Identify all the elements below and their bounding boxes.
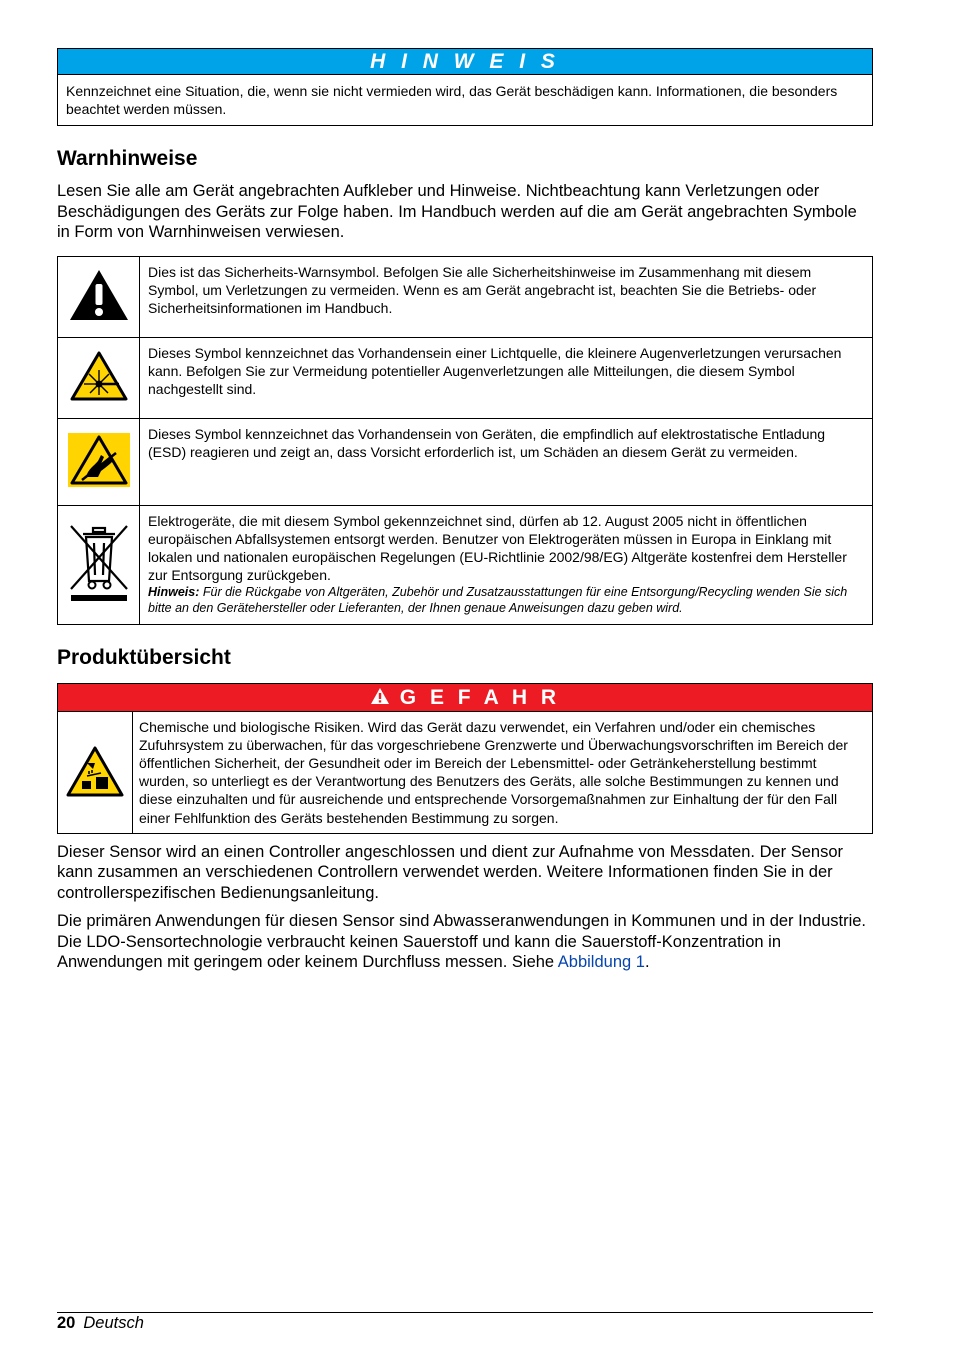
symbol-cell: [58, 256, 140, 337]
table-row: [58, 337, 873, 418]
page-footer: [57, 1312, 873, 1333]
paragraph-end: .: [644, 953, 650, 972]
symbol-description: Dies ist das Sicherheits-Warnsymbol. Befolgen Sie alle Sicherheitshinweise im Zusammenhang mit diesem Symbol, um Verletzungen zu vermeiden. Wenn es am Gerät angebracht ist, beachten Sie die Betriebs- oder Sicherheitsinformationen im Handbuch.: [140, 256, 873, 337]
laser-warning-icon: [70, 350, 128, 402]
gefahr-header: [58, 684, 872, 712]
warning-triangle-icon: [370, 687, 390, 705]
gefahr-box: [57, 683, 873, 834]
abbildung-1-link[interactable]: Abbildung 1: [557, 953, 645, 972]
table-row: [58, 418, 873, 505]
produkt-paragraph-2: [57, 911, 873, 973]
page-content: [57, 48, 873, 973]
symbol-cell: [58, 337, 140, 418]
esd-warning-icon: [68, 433, 130, 487]
warning-symbols-table: [57, 256, 873, 625]
produkt-paragraph-1: Dieser Sensor wird an einen Controller angeschlossen und dient zur Aufnahme von Messdaten. Der Sensor kann zusammen an verschiedenen Controllern verwendet werden. Weitere Informationen finden Sie in der controllerspezifischen Bedienungsanleitung.: [57, 842, 844, 902]
page-number: 20: [57, 1314, 76, 1332]
gefahr-text: Chemische und biologische Risiken. Wird das Gerät dazu verwendet, ein Verfahren und/oder ein chemisches Zufuhrsystem zu überwachen, für das vorgeschriebene Grenzwerte und Überwachungsvorschriften im Bereich der öffentlichen Sicherheit, der Gesundheit oder im Bereich der Lebensmittel- oder Getränkeherstellung bestimmt wurden, so unterliegt es der Verantwortung des Benutzers des Geräts, alle solche Bestimmungen zu kennen und diese einzuhalten und für ausreichende und entsprechende Vorsorgemaßnahmen zur Einhaltung der für den Fall einer Fehlfunktion des Geräts bestehenden Bestimmung zu sorgen.: [139, 718, 848, 826]
hinweis-text: Kennzeichnet eine Situation, die, wenn sie nicht vermieden wird, das Gerät beschädigen kann. Informationen, die besonders beachtet werden müssen.: [66, 83, 838, 117]
produktuebersicht-heading: Produktübersicht: [57, 645, 231, 669]
weee-crossed-bin-icon: [67, 523, 131, 603]
weee-text: Elektrogeräte, die mit diesem Symbol gekennzeichnet sind, dürfen ab 12. August 2005 nicht in öffentlichen europäischen Abfallsystemen entsorgt werden. Benutzer von Elektrogeräten müssen in Europa in Einklang mit lokalen und nationalen europäischen Regelungen (EU-Richtlinie 2002/98/EG) Altgeräte kostenfrei dem Hersteller zur Entsorgung zurückgeben.: [148, 512, 847, 583]
weee-note: [148, 584, 864, 616]
general-warning-icon: [68, 268, 130, 322]
table-row: [58, 505, 873, 624]
symbol-description: [140, 505, 873, 624]
note-text: Für die Rückgabe von Altgeräten, Zubehör und Zusatzausstattungen für eine Entsorgung/Recycling wenden Sie sich bitte an den Gerätehersteller oder Lieferanten, der Ihnen genaue Anweisungen dazu geben wird.: [148, 584, 848, 615]
note-label: Hinweis:: [148, 584, 200, 599]
paragraph-text: Die primären Anwendungen für diesen Sensor sind Abwasseranwendungen in Kommunen und in der Industrie. Die LDO-Sensortechnologie verbraucht keinen Sauerstoff und kann die Sauerstoff-Konzentration in Anwendungen mit geringem oder keinem Durchfluss messen. Siehe: [57, 912, 867, 972]
gefahr-icon-cell: [58, 712, 133, 833]
hinweis-title: H I N W E I S: [58, 49, 872, 75]
footer-language: Deutsch: [83, 1314, 144, 1332]
warnhinweise-heading: Warnhinweise: [57, 147, 198, 170]
hinweis-box: [57, 48, 873, 126]
symbol-cell: [58, 418, 140, 505]
table-row: [58, 256, 873, 337]
symbol-description: Dieses Symbol kennzeichnet das Vorhandensein von Geräten, die empfindlich auf elektrostatische Entladung (ESD) reagieren und zeigt an, dass Vorsicht erforderlich ist, um Schäden an diesem Gerät zu vermeiden.: [140, 418, 873, 505]
symbol-cell: [58, 505, 140, 624]
chemical-hazard-icon: [65, 745, 125, 799]
footer-text: [57, 1313, 873, 1333]
gefahr-content: [58, 712, 872, 833]
gefahr-title: G E F A H R: [399, 685, 561, 709]
symbol-description: Dieses Symbol kennzeichnet das Vorhandensein einer Lichtquelle, die kleinere Augenverletzungen verursachen kann. Befolgen Sie zur Vermeidung potentieller Augenverletzungen alle Mitteilungen, die diesem Symbol nachgestellt sind.: [140, 337, 873, 418]
warnhinweise-intro: Lesen Sie alle am Gerät angebrachten Aufkleber und Hinweise. Nichtbeachtung kann Verletzungen oder Beschädigungen des Geräts zur Folge haben. Im Handbuch werden auf die am Gerät angebrachten Symbole in Form von Warnhinweisen verwiesen.: [57, 182, 857, 241]
